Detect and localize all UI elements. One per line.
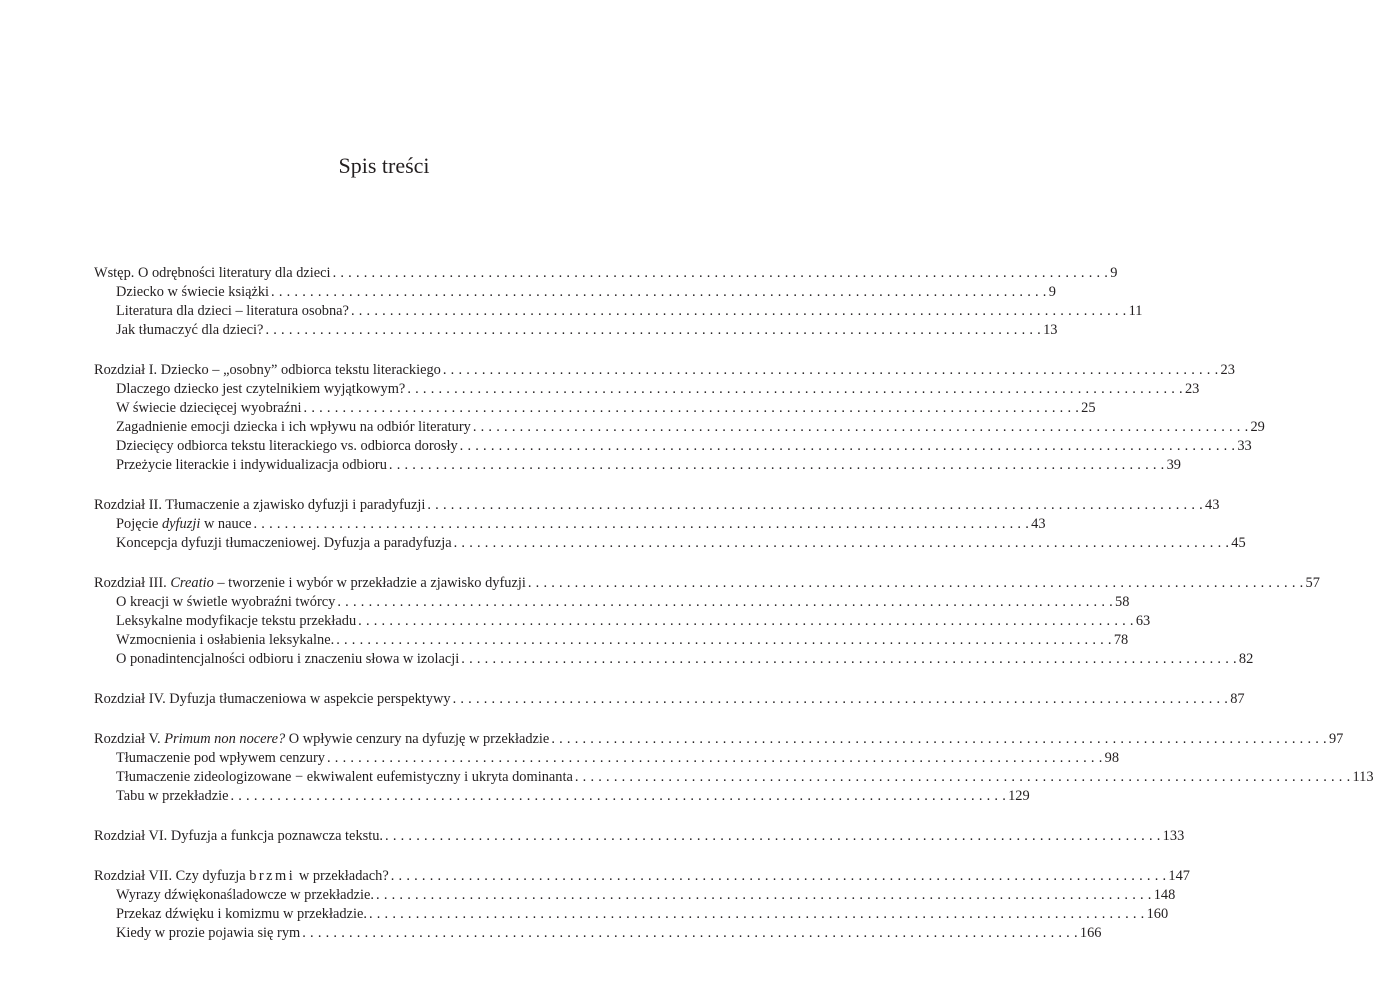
toc-entry-label: Przeżycie literackie i indywidualizacja odbioru	[116, 457, 387, 473]
toc-entry-label: Rozdział I. Dziecko – „osobny” odbiorca tekstu literackiego	[94, 362, 441, 378]
toc-entry-label: Rozdział VII. Czy dyfuzja brzmi w przekładach?	[94, 868, 389, 884]
toc-page-number: 13	[1043, 322, 1058, 338]
toc-subentry	[94, 380, 1200, 399]
toc-entry-emphasis: dyfuzji	[161, 516, 201, 532]
toc-subentry	[94, 905, 1169, 924]
toc-page-number: 113	[1352, 769, 1374, 785]
toc-entry-label: Rozdział II. Tłumaczenie a zjawisko dyfuzji i paradyfuzji	[94, 497, 426, 513]
toc-subentry	[94, 886, 1176, 905]
toc-entry-label: Dziecięcy odbiorca tekstu literackiego vs. odbiorca dorosły	[116, 438, 458, 454]
dot-leader	[575, 768, 1351, 787]
toc-chapter	[94, 574, 1320, 669]
toc-subentry	[94, 593, 1130, 612]
toc-page-number: 133	[1162, 828, 1185, 844]
toc-page-number: 166	[1079, 925, 1102, 941]
toc-entry-label: Wyrazy dźwiękonaśladowcze w przekładzie.	[116, 887, 375, 903]
toc-page-number: 33	[1237, 438, 1252, 454]
toc-chapter-heading	[94, 574, 1320, 593]
toc-entry-label: Kiedy w prozie pojawia się rym	[116, 925, 301, 941]
dot-leader	[407, 380, 1183, 399]
toc-page-number: 11	[1128, 303, 1143, 319]
toc-entry-label: Leksykalne modyfikacje tekstu przekładu	[116, 613, 357, 629]
toc-page-number: 147	[1168, 868, 1190, 884]
toc-subentry	[94, 418, 1265, 437]
toc-page-number: 23	[1184, 381, 1200, 397]
toc-entry-label: Dziecko w świecie książki	[116, 284, 270, 300]
dot-leader	[453, 690, 1229, 709]
toc-page-number: 9	[1048, 284, 1056, 300]
toc-entry-label: Rozdział V. Primum non nocere? O wpływie cenzury na dyfuzję w przekładzie	[94, 731, 550, 747]
toc-entry-label: Pojęcie dyfuzji w nauce	[116, 516, 252, 532]
toc-entry-label: Koncepcja dyfuzji tłumaczeniowej. Dyfuzja a paradyfuzja	[116, 535, 452, 551]
toc-entry-emphasis: Creatio	[170, 575, 214, 591]
toc-page-number: 57	[1305, 575, 1320, 591]
dot-leader	[551, 730, 1327, 749]
toc-page-number: 45	[1231, 535, 1246, 551]
dot-leader	[461, 650, 1237, 669]
table-of-contents	[94, 264, 1374, 964]
toc-subentry	[94, 437, 1252, 456]
dot-leader	[336, 631, 1112, 650]
dot-leader	[528, 574, 1304, 593]
toc-subentry	[94, 283, 1056, 302]
toc-chapter	[94, 361, 1265, 475]
toc-page-number: 29	[1250, 419, 1265, 435]
toc-entry-label: Rozdział III. Creatio – tworzenie i wybór w przekładzie a zjawisko dyfuzji	[94, 575, 526, 591]
toc-subentry	[94, 650, 1254, 669]
toc-entry-label: W świecie dziecięcej wyobraźni	[116, 400, 302, 416]
toc-entry-label: Wzmocnienia i osłabienia leksykalne.	[116, 632, 335, 648]
dot-leader	[427, 496, 1203, 515]
dot-leader	[376, 886, 1152, 905]
dot-leader	[253, 515, 1029, 534]
toc-subentry	[94, 515, 1046, 534]
dot-leader	[460, 437, 1236, 456]
toc-chapter	[94, 827, 1185, 846]
toc-subentry	[94, 768, 1374, 787]
dot-leader	[385, 827, 1161, 846]
toc-chapter-heading	[94, 264, 1118, 283]
toc-entry-label: Zagadnienie emocji dziecka i ich wpływu na odbiór literatury	[116, 419, 471, 435]
toc-page-number: 43	[1031, 516, 1046, 532]
dot-leader	[389, 456, 1165, 475]
toc-page-number: 58	[1115, 594, 1130, 610]
toc-subentry	[94, 631, 1129, 650]
dot-leader	[327, 749, 1103, 768]
dot-leader	[302, 924, 1078, 943]
toc-page-number: 160	[1146, 906, 1169, 922]
toc-page-number: 129	[1008, 788, 1030, 804]
toc-entry-label: Tłumaczenie zideologizowane − ekwiwalent eufemistyczny i ukryta dominanta	[116, 769, 573, 785]
toc-chapter-heading	[94, 496, 1220, 515]
toc-page-number: 23	[1220, 362, 1235, 378]
dot-leader	[391, 867, 1167, 886]
dot-leader	[337, 593, 1113, 612]
toc-entry-label: Rozdział VI. Dyfuzja a funkcja poznawcza tekstu.	[94, 828, 384, 844]
toc-entry-label: O ponadintencjalności odbioru i znaczeniu słowa w izolacji	[116, 651, 460, 667]
toc-entry-emphasis: Primum non nocere?	[164, 731, 286, 747]
toc-subentry	[94, 612, 1151, 631]
toc-chapter	[94, 867, 1190, 943]
toc-chapter	[94, 730, 1374, 806]
toc-page-number: 25	[1081, 400, 1096, 416]
dot-leader	[369, 905, 1145, 924]
dot-leader	[351, 302, 1127, 321]
dot-leader	[333, 264, 1109, 283]
dot-leader	[230, 787, 1006, 806]
toc-page-number: 97	[1328, 731, 1344, 747]
toc-entry-label: Tłumaczenie pod wpływem cenzury	[116, 750, 325, 766]
toc-entry-label: Literatura dla dzieci – literatura osobna?	[116, 303, 349, 319]
toc-subentry	[94, 399, 1096, 418]
toc-subentry	[94, 321, 1058, 340]
toc-chapter-heading	[94, 690, 1245, 709]
toc-entry-label: Rozdział IV. Dyfuzja tłumaczeniowa w aspekcie perspektywy	[94, 691, 451, 707]
toc-chapter	[94, 690, 1245, 709]
dot-leader	[265, 321, 1041, 340]
toc-entry-label: Przekaz dźwięku i komizmu w przekładzie.	[116, 906, 367, 922]
toc-entry-label: Tabu w przekładzie	[116, 788, 229, 804]
toc-page-number: 148	[1153, 887, 1176, 903]
toc-entry-spaced: brzmi	[249, 868, 296, 884]
toc-subentry	[94, 456, 1181, 475]
toc-chapter-heading	[94, 361, 1235, 380]
toc-subentry	[94, 924, 1102, 943]
toc-subentry	[94, 534, 1246, 553]
toc-subentry	[94, 302, 1143, 321]
dot-leader	[304, 399, 1080, 418]
dot-leader	[271, 283, 1047, 302]
toc-chapter	[94, 264, 1143, 340]
toc-chapter	[94, 496, 1246, 553]
toc-entry-label: Wstęp. O odrębności literatury dla dzieci	[94, 265, 331, 281]
toc-entry-label: O kreacji w świetle wyobraźni twórcy	[116, 594, 336, 610]
toc-entry-label: Jak tłumaczyć dla dzieci?	[116, 322, 264, 338]
dot-leader	[473, 418, 1249, 437]
page-title: Spis treści	[338, 153, 430, 178]
dot-leader	[454, 534, 1230, 553]
dot-leader	[443, 361, 1219, 380]
toc-page-number: 82	[1238, 651, 1254, 667]
toc-page-number: 98	[1104, 750, 1120, 766]
toc-page-number: 87	[1230, 691, 1245, 707]
dot-leader	[358, 612, 1134, 631]
toc-page-number: 63	[1135, 613, 1151, 629]
toc-page-number: 78	[1113, 632, 1129, 648]
toc-page-number: 9	[1110, 265, 1118, 281]
toc-chapter-heading	[94, 827, 1185, 846]
toc-page-number: 43	[1205, 497, 1220, 513]
toc-subentry	[94, 787, 1030, 806]
toc-subentry	[94, 749, 1120, 768]
toc-chapter-heading	[94, 867, 1190, 886]
toc-page-number: 39	[1166, 457, 1181, 473]
toc-entry-label: Dlaczego dziecko jest czytelnikiem wyjątkowym?	[116, 381, 406, 397]
toc-chapter-heading	[94, 730, 1344, 749]
